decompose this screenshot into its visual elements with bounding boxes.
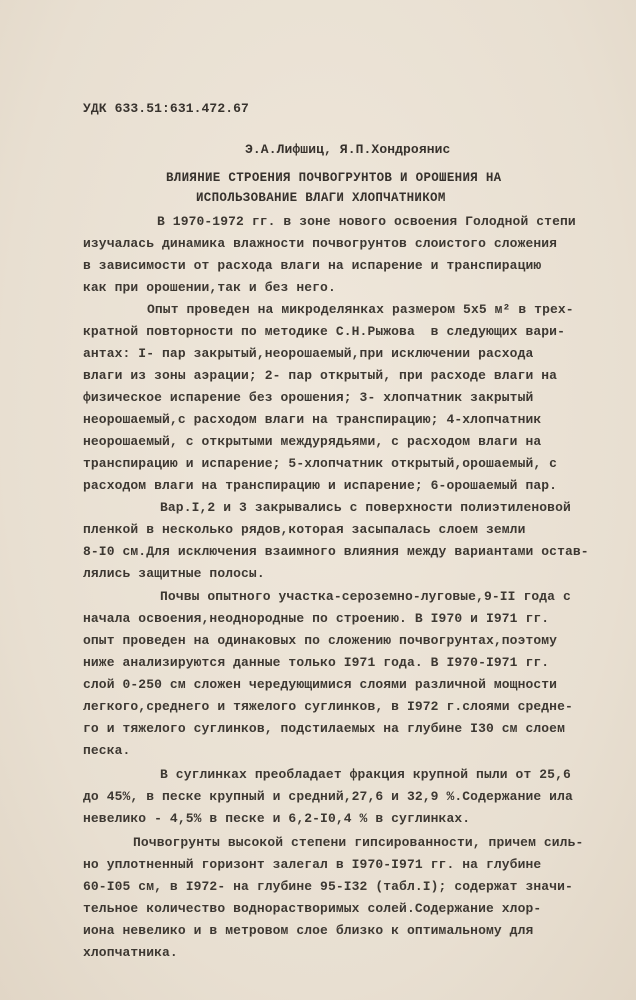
body-line: влаги из зоны аэрации; 2- пар открытый, при расходе влаги на bbox=[83, 368, 558, 383]
body-line: кратной повторности по методике С.Н.Рыжова в следующих вари- bbox=[83, 324, 565, 339]
body-line: 60-I05 см, в I972- на глубине 95-I32 (табл.I); содержат значи- bbox=[83, 879, 573, 894]
body-line: лялись защитные полосы. bbox=[83, 566, 265, 581]
body-line: ниже анализируются данные только I971 года. В I970-I971 гг. bbox=[83, 655, 550, 670]
body-line: как при орошении,так и без него. bbox=[83, 280, 336, 295]
body-line: физическое испарение без орошения; 3- хлопчатник закрытый bbox=[83, 390, 534, 405]
body-line: В 1970-1972 гг. в зоне нового освоения Голодной степи bbox=[157, 214, 576, 229]
body-line: антах: I- пар закрытый,неорошаемый,при исключении расхода bbox=[83, 346, 534, 361]
authors: Э.А.Лифшиц, Я.П.Хондроянис bbox=[245, 142, 451, 157]
body-line: Почвы опытного участка-сероземно-луговые,9-II года с bbox=[160, 589, 571, 604]
body-line: неорошаемый, с открытыми междурядьями, с расходом влаги на bbox=[83, 434, 542, 449]
body-line: в зависимости от расхода влаги на испарение и транспирацию bbox=[83, 258, 542, 273]
body-line: слой 0-250 см сложен чередующимися слоями различной мощности bbox=[83, 677, 558, 692]
body-line: невелико - 4,5% в песке и 6,2-I0,4 % в суглинках. bbox=[83, 811, 471, 826]
body-line: транспирацию и испарение; 5-хлопчатник открытый,орошаемый, с bbox=[83, 456, 558, 471]
body-line: пленкой в несколько рядов,которая засыпалась слоем земли bbox=[83, 522, 526, 537]
body-line: опыт проведен на одинаковых по сложению почвогрунтах,поэтому bbox=[83, 633, 558, 648]
body-line: Опыт проведен на микроделянках размером 5х5 м² в трех- bbox=[147, 302, 574, 317]
body-line: тельное количество воднорастворимых солей.Содержание хлор- bbox=[83, 901, 542, 916]
udk-code: УДК 633.51:631.472.67 bbox=[83, 101, 249, 116]
body-line: но уплотненный горизонт залегал в I970-I971 гг. на глубине bbox=[83, 857, 542, 872]
body-line: начала освоения,неоднородные по строению. В I970 и I971 гг. bbox=[83, 611, 550, 626]
body-line: изучалась динамика влажности почвогрунтов слоистого сложения bbox=[83, 236, 558, 251]
body-line: хлопчатника. bbox=[83, 945, 178, 960]
body-line: неорошаемый,с расходом влаги на транспирацию; 4-хлопчатник bbox=[83, 412, 542, 427]
body-line: расходом влаги на транспирацию и испарение; 6-орошаемый пар. bbox=[83, 478, 558, 493]
title-line-1: ВЛИЯНИЕ СТРОЕНИЯ ПОЧВОГРУНТОВ И ОРОШЕНИЯ НА bbox=[166, 171, 502, 185]
title-line-2: ИСПОЛЬЗОВАНИЕ ВЛАГИ ХЛОПЧАТНИКОМ bbox=[196, 191, 446, 205]
body-line: 8-I0 см.Для исключения взаимного влияния между вариантами остав- bbox=[83, 544, 589, 559]
body-line: легкого,среднего и тяжелого суглинков, в I972 г.слоями средне- bbox=[83, 699, 573, 714]
body-line: иона невелико и в метровом слое близко к оптимальному для bbox=[83, 923, 534, 938]
body-line: Вар.I,2 и 3 закрывались с поверхности полиэтиленовой bbox=[160, 500, 571, 515]
body-line: го и тяжелого суглинков, подстилаемых на глубине I30 см слоем bbox=[83, 721, 565, 736]
body-line: Почвогрунты высокой степени гипсированности, причем силь- bbox=[133, 835, 584, 850]
body-line: В суглинках преобладает фракция крупной пыли от 25,6 bbox=[160, 767, 571, 782]
body-line: песка. bbox=[83, 743, 131, 758]
body-line: до 45%, в песке крупный и средний,27,6 и 32,9 %.Содержание ила bbox=[83, 789, 573, 804]
